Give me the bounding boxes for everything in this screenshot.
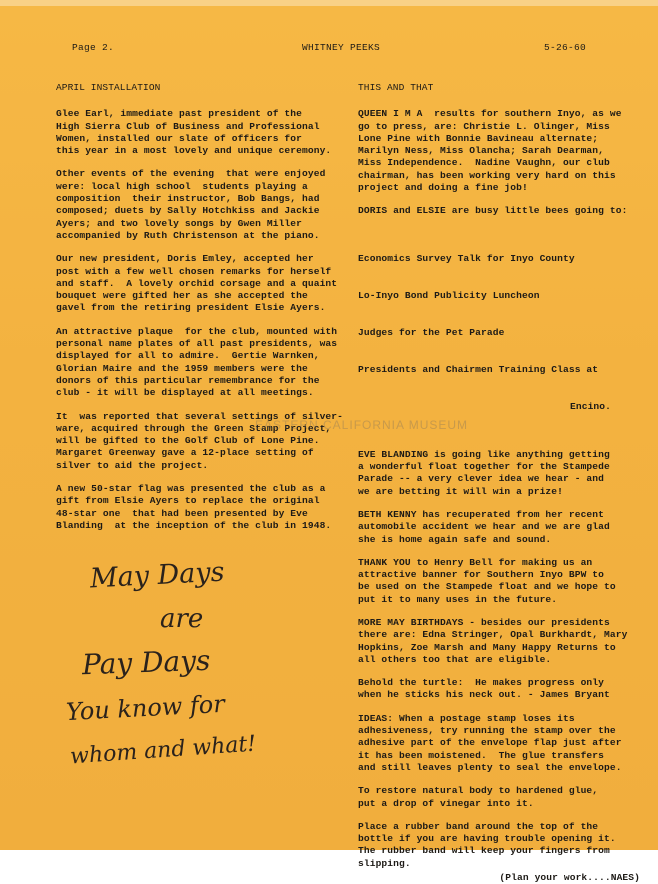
issue-date: 5-26-60: [544, 42, 587, 53]
left-column: [56, 82, 346, 543]
page-number: Page 2.: [72, 42, 115, 53]
paragraph: Glee Earl, immediate past president of the High Sierra Club of Business and Professional Women, installed our slate of officers for this year in a most lovely and unique ceremony.: [56, 108, 332, 157]
watermark: EASTERN CALIFORNIA MUSEUM: [255, 418, 469, 432]
paragraph-turtle: Behold the turtle: He makes progress only when he sticks his neck out. - James Bryant: [358, 677, 610, 701]
list-item: Judges for the Pet Parade: [358, 327, 505, 339]
handwriting-line: Pay Days: [81, 643, 211, 682]
section-title-april-installation: APRIL INSTALLATION: [56, 82, 161, 93]
handwritten-note: [60, 556, 340, 780]
paragraph-eve: EVE BLANDING is going like anything getting a wonderful float together for the Stampede Parade -- a very clever idea we hear - and we are betting it will win a prize!: [358, 448, 610, 497]
handwriting-line: whom and what!: [69, 731, 257, 770]
handwriting-line: are: [160, 604, 204, 634]
right-column: [358, 82, 650, 884]
handwriting-line: May Days: [89, 556, 226, 595]
paragraph-queen: QUEEN I M A results for southern Inyo, as we go to press, are: Christie L. Olinger, Miss Lone Pine with Bonnie Bavineau alternate; Marilyn Ness, Miss Olancha; Sarah Dearman, Miss Independence. Nadine Vaughn, our club chairman, has been working very hard on this project and doing a fine job!: [358, 108, 622, 194]
signature-line: (Plan your work....NAES): [499, 872, 640, 884]
paragraph: It was reported that several settings of silver- ware, acquired through the Green Stamp Project, will be gifted to the Golf Club of Lone Pine. Margaret Greenway gave a 12-place setting of silver to aid the project.: [56, 410, 344, 471]
paragraph-birthdays: MORE MAY BIRTHDAYS - besides our presidents there are: Edna Stringer, Opal Burkhardt, Mary Hopkins, Zoe Marsh and Many Happy Returns to all others too that are eligible.: [358, 616, 628, 665]
paragraph: Other events of the evening that were enjoyed were: local high school students playing a composition their instructor, Bob Bangs, had composed; duets by Sally Hotchkiss and Jackie Ayers; and two lovely songs by Gwen Miller accompanied by Ruth Christenson at the piano.: [56, 168, 326, 241]
paragraph-doris: DORIS and ELSIE are busy little bees going to:: [358, 205, 628, 217]
list-item: Economics Survey Talk for Inyo County: [358, 253, 575, 265]
list-item: Presidents and Chairmen Training Class at: [358, 363, 599, 375]
section-title-this-and-that: THIS AND THAT: [358, 82, 434, 93]
paragraph: An attractive plaque for the club, mounted with personal name plates of all past presidents, was displayed for all to admire. Gertie Warnken, Glorian Maire and the 1959 members were the donors of this particular remembrance for the club - it will be displayed at all meetings.: [56, 325, 338, 399]
paragraph-beth: BETH KENNY has recuperated from her recent automobile accident we hear and we are glad she is home again safe and sound.: [358, 508, 610, 545]
paragraph: Our new president, Doris Emley, accepted her post with a few well chosen remarks for herself and staff. A lovely orchid corsage and a quaint bouquet were gifted her as she accepted the gavel from the retiring president Elsie Ayers.: [56, 253, 338, 314]
events-list: [358, 229, 650, 438]
paragraph: A new 50-star flag was presented the club as a gift from Elsie Ayers to replace the original 48-star one that had been presented by Eve Blanding at the inception of the club in 1948.: [56, 483, 332, 531]
list-item: Encino.: [570, 400, 612, 412]
paragraph-ideas: IDEAS: When a postage stamp loses its adhesiveness, try running the stamp over the adhesive part of the envelope flap just after it has been moistened. The glue transfers and still leaves plenty to seal the envelope.: [358, 712, 622, 773]
paragraph-rubber: Place a rubber band around the top of the bottle if you are having trouble opening it. The rubber band will keep your fingers from slipping.: [358, 820, 616, 869]
paragraph-thanks: THANK YOU to Henry Bell for making us an attractive banner for Southern Inyo BPW to be used on the Stampede float and we hope to put it to many uses in the future.: [358, 556, 616, 605]
newsletter-title: WHITNEY PEEKS: [302, 42, 381, 53]
list-item: Lo-Inyo Bond Publicity Luncheon: [358, 290, 540, 302]
paragraph-glue: To restore natural body to hardened glue, put a drop of vinegar into it.: [358, 785, 599, 809]
handwriting-line: You know for: [65, 689, 226, 727]
